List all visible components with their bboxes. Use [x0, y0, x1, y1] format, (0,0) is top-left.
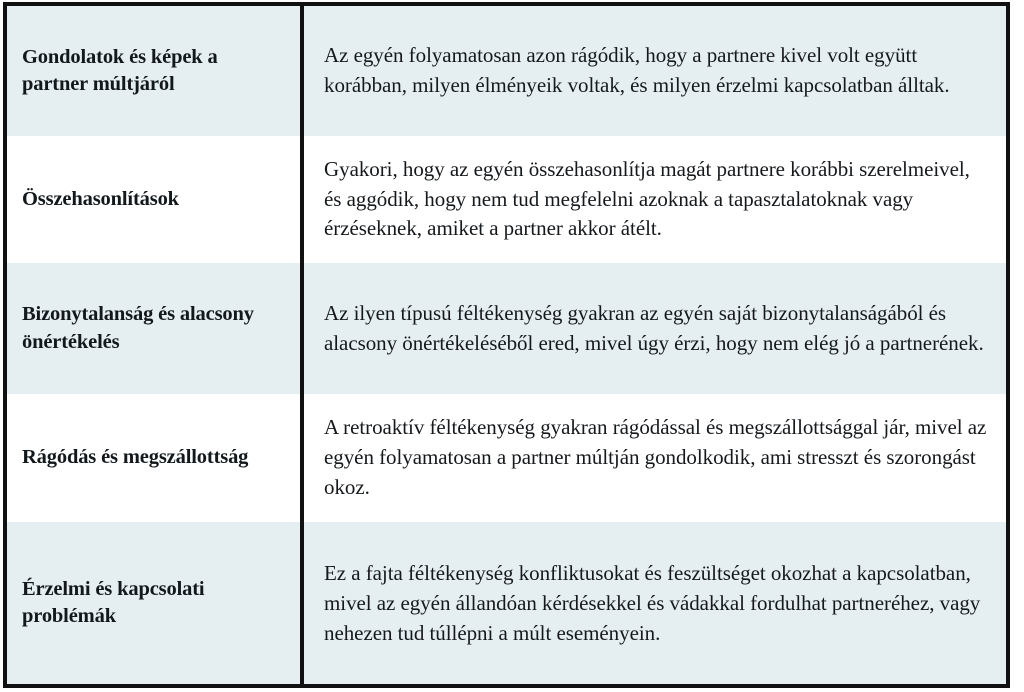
term-label: Bizonytalanság és alacsony önértékelés [22, 303, 254, 353]
table-cell-description [304, 522, 1006, 684]
table-cell-term [7, 263, 304, 394]
term-label: Rágódás és megszállottság [22, 446, 249, 469]
table-row [7, 394, 1006, 522]
term-label: Összehasonlítások [22, 187, 179, 210]
table-cell-term [7, 6, 304, 136]
table-cell-term [7, 522, 304, 684]
table-cell-term [7, 394, 304, 522]
table-row [7, 6, 1006, 136]
description-text: A retroaktív féltékenység gyakran rágódással és megszállottsággal jár, mivel az egyén folyamatosan a partner múltján gondolkodik, ami stresszt és szorongást okoz. [324, 415, 987, 499]
table-cell-term [7, 136, 304, 263]
description-text: Ez a fajta féltékenység konfliktusokat és feszültséget okozhat a kapcsolatban, mivel az egyén állandóan kérdésekkel és vádakkal fordulhat partneréhez, vagy nehezen tud túllépni a múlt eseményein. [324, 561, 981, 645]
table-cell-description [304, 6, 1006, 136]
table-cell-description [304, 263, 1006, 394]
table-row [7, 263, 1006, 394]
term-label: Érzelmi és kapcsolati problémák [22, 577, 205, 627]
description-text: Az ilyen típusú féltékenység gyakran az egyén saját bizonytalanságából és alacsony önértékeléséből ered, mivel úgy érzi, hogy nem elég jó a partnerének. [324, 300, 984, 355]
description-text: Az egyén folyamatosan azon rágódik, hogy a partnere kivel volt együtt korábban, milyen élményeik voltak, és milyen érzelmi kapcsolatban álltak. [324, 43, 950, 97]
table-cell-description [304, 394, 1006, 522]
description-text: Gyakori, hogy az egyén összehasonlítja magát partnere korábbi szerelmeivel, és aggódik, hogy nem tud megfelelni azoknak a tapasztalatoknak vagy érzéseknek, amiket a partner akkor átélt. [324, 156, 970, 241]
table-row [7, 136, 1006, 263]
comparison-table [3, 2, 1010, 688]
table-row [7, 522, 1006, 684]
table-cell-description [304, 136, 1006, 263]
term-label: Gondolatok és képek a partner múltjáról [22, 45, 218, 95]
